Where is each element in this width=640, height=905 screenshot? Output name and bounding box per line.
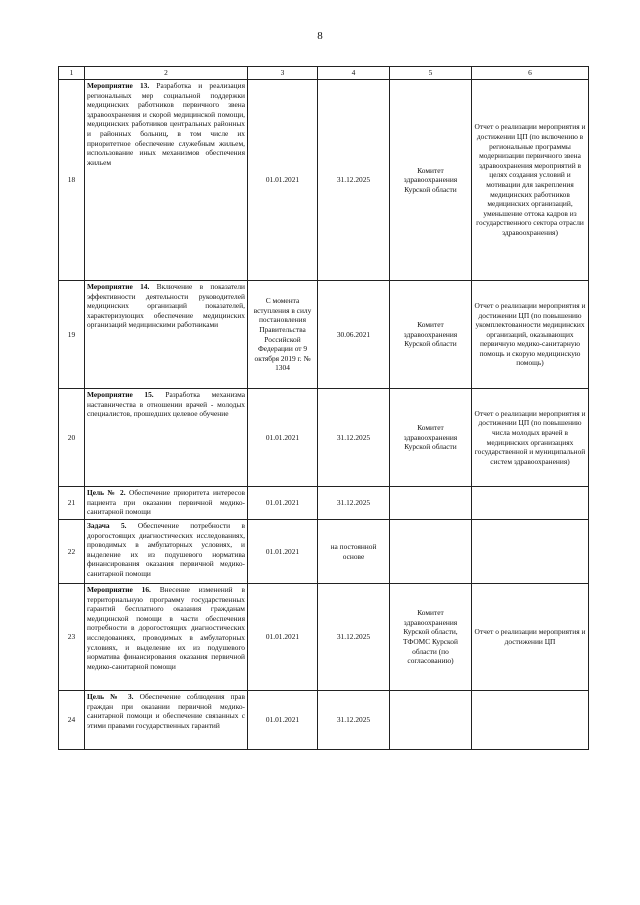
activity-cell: [85, 281, 248, 389]
responsible: Комитет здравоохранения Курской области: [390, 80, 472, 281]
header-cell: 6: [472, 67, 589, 80]
activity-cell: [85, 487, 248, 520]
end-date: 31.12.2025: [318, 487, 390, 520]
table-row: [59, 691, 589, 750]
end-date: 31.12.2025: [318, 80, 390, 281]
activity-label: Мероприятие 13.: [87, 81, 150, 90]
expected-result: Отчет о реализации мероприятия и достижении ЦП (по повышению числа молодых врачей в медицинских организациях государственной и муниципальной систем здравоохранения): [472, 389, 589, 487]
end-date: 31.12.2025: [318, 584, 390, 691]
row-number: 18: [59, 80, 85, 281]
table-row: [59, 389, 589, 487]
start-date: 01.01.2021: [248, 487, 318, 520]
activity-text: Разработка и реализация региональных мер социальной поддержки медицинских работников первичного звена здравоохранения и скорой медицинской помощи, медицинских работников центральных районных и районных больниц, в том числе их приоритетное обеспечение служебным жильем, использование иных механизмов обеспечения жильем: [87, 81, 245, 167]
activity-cell: [85, 389, 248, 487]
responsible: [390, 520, 472, 584]
start-date: 01.01.2021: [248, 520, 318, 584]
activity-text: Обеспечение соблюдения прав граждан при оказании первичной медико-санитарной помощи и обеспечение связанных с этими правами государственных гарантий: [87, 692, 245, 730]
row-number: 24: [59, 691, 85, 750]
activity-text: Обеспечение потребности в дорогостоящих диагностических исследованиях, проводимых в амбулаторных условиях, и выделение их из подушевого норматива финансирования оказания первичной медико-санитарной помощи: [87, 521, 245, 578]
expected-result: Отчет о реализации мероприятия и достижении ЦП (по включению в региональные программы модернизации первичного звена здравоохранения мероприятий в целях создания условий и мотивации для закрепления медицинских работников медицинских организаций, уменьшение оттока кадров из государственного сектора отрасли здравоохранения): [472, 80, 589, 281]
table-row: [59, 487, 589, 520]
table-row: [59, 520, 589, 584]
table-row: [59, 584, 589, 691]
responsible: [390, 691, 472, 750]
activity-cell: [85, 520, 248, 584]
start-date: 01.01.2021: [248, 80, 318, 281]
activity-text: Внесение изменений в территориальную программу государственных гарантий бесплатного оказания гражданам медицинской помощи в части обеспечения потребности в дорогостоящих диагностических исследованиях, проводимых в амбулаторных условиях, и выделение их из подушевого норматива финансирования оказания первичной медико-санитарной помощи: [87, 585, 245, 671]
responsible: Комитет здравоохранения Курской области, ТФОМС Курской области (по согласованию): [390, 584, 472, 691]
start-date: 01.01.2021: [248, 389, 318, 487]
row-number: 19: [59, 281, 85, 389]
activity-label: Мероприятие 15.: [87, 390, 154, 399]
start-date: С момента вступления в силу постановления Правительства Российской Федерации от 9 октября 2019 г. № 1304: [248, 281, 318, 389]
header-cell: 2: [85, 67, 248, 80]
start-date: 01.01.2021: [248, 691, 318, 750]
row-number: 22: [59, 520, 85, 584]
activity-label: Цель № 3.: [87, 692, 134, 701]
responsible: [390, 487, 472, 520]
expected-result: Отчет о реализации мероприятия и достижении ЦП (по повышению укомплектованности медицинских организаций, оказывающих первичную медико-санитарную помощь и скорую медицинскую помощь): [472, 281, 589, 389]
start-date: 01.01.2021: [248, 584, 318, 691]
header-cell: 1: [59, 67, 85, 80]
activity-label: Мероприятие 16.: [87, 585, 151, 594]
activity-text: Разработка механизма наставничества в отношении врачей - молодых специалистов, прошедших целевое обучение: [87, 390, 245, 419]
header-row: [59, 67, 589, 80]
activity-label: Мероприятие 14.: [87, 282, 150, 291]
activity-cell: [85, 80, 248, 281]
end-date: 31.12.2025: [318, 691, 390, 750]
row-number: 20: [59, 389, 85, 487]
page-number: 8: [317, 30, 323, 42]
expected-result: Отчет о реализации мероприятия и достижении ЦП: [472, 584, 589, 691]
activity-cell: [85, 584, 248, 691]
row-number: 23: [59, 584, 85, 691]
activity-label: Задача 5.: [87, 521, 127, 530]
end-date: на постоянной основе: [318, 520, 390, 584]
expected-result: [472, 520, 589, 584]
header-cell: 4: [318, 67, 390, 80]
plan-table: [58, 66, 589, 750]
activity-text: Включение в показатели эффективности деятельности руководителей медицинских организаций показателей, характеризующих обеспечение медицинских организаций медицинскими работниками: [87, 282, 245, 330]
end-date: 30.06.2021: [318, 281, 390, 389]
table-row: [59, 80, 589, 281]
header-cell: 5: [390, 67, 472, 80]
activity-label: Цель № 2.: [87, 488, 126, 497]
table-row: [59, 281, 589, 389]
row-number: 21: [59, 487, 85, 520]
expected-result: [472, 487, 589, 520]
activity-text: Обеспечение приоритета интересов пациента при оказании первичной медико-санитарной помощи: [87, 488, 246, 517]
activity-cell: [85, 691, 248, 750]
header-cell: 3: [248, 67, 318, 80]
end-date: 31.12.2025: [318, 389, 390, 487]
responsible: Комитет здравоохранения Курской области: [390, 389, 472, 487]
responsible: Комитет здравоохранения Курской области: [390, 281, 472, 389]
expected-result: [472, 691, 589, 750]
